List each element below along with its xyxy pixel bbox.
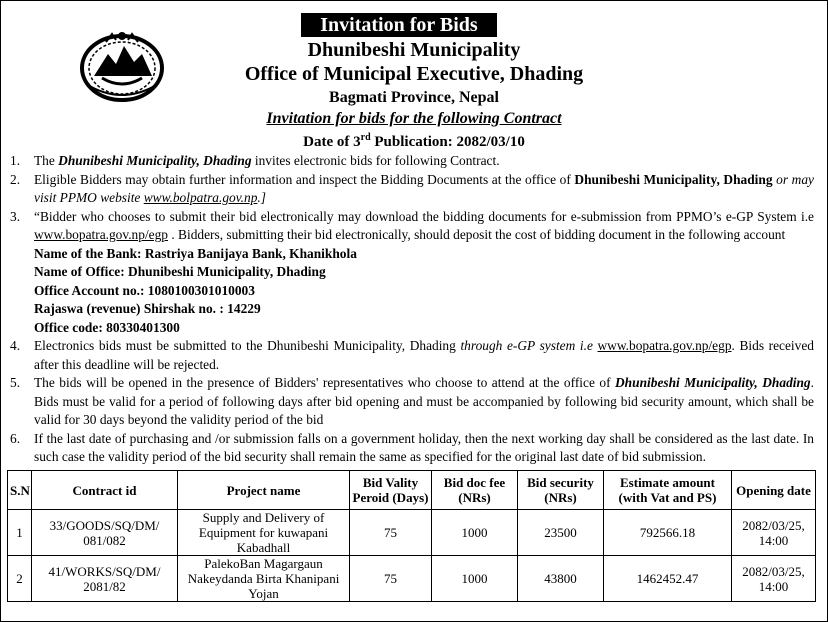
office-code: Office code: 80330401300 [34,319,180,335]
clause-text: If the last date of purchasing and /or submission falls on a government holiday, then the next working day shall be considered as the last date. In such case the validity period of the bid security shall remain the same as specified for the original last date of bid submission. [34,430,814,464]
clause-text: . Bids received after this deadline will be rejected. [34,338,814,372]
clause-entity: Dhunibeshi Municipality, Dhading [574,171,773,187]
clause-number: 3. [10,208,21,224]
province-name: Bagmati Province, Nepal [329,89,499,106]
clause-text: . Bidders, submitting their bid electronically, should deposit the cost of bidding document in the following account [168,227,786,242]
clause-text: or may visit PPMO website [34,171,814,205]
cell-validity: 75 [350,510,432,556]
header-bid-security: Bid security (NRs) [518,471,604,510]
header-sn: S.N [8,471,32,510]
cell-sn: 2 [8,556,32,602]
clause-number: 2. [10,171,21,187]
cell-validity: 75 [350,556,432,602]
clause-number: 5. [10,375,21,390]
clause-text: Eligible Bidders may obtain further information and inspect the Bidding Documents at the office of [34,171,575,187]
table-row [8,556,816,602]
rajaswa-shirshak: Rajaswa (revenue) Shirshak no. : 14229 [34,301,261,316]
table-header-row [8,471,816,510]
cell-sn: 1 [8,510,32,556]
office-account: Office Account no.: 1080100301010003 [34,282,255,298]
egp-link[interactable]: www.bopatra.gov.np/egp [597,338,732,353]
clause-text: through e-GP system i.e [460,338,598,353]
subtitle-text: Invitation for bids for the following Contract [266,110,562,127]
header-doc-fee: Bid doc fee (NRs) [432,471,518,510]
header-contract-id: Contract id [32,471,178,510]
clause-5 [10,374,814,430]
clause-entity: Dhunibeshi Municipality, Dhading [615,375,811,390]
notice-body [10,152,814,467]
clause-1 [10,152,814,171]
clause-3 [10,208,814,338]
clause-text: invites electronic bids for following Contract. [251,153,500,168]
clause-entity: Dhunibeshi Municipality, Dhading [58,153,252,168]
pub-suffix: Publication: 2082/03/10 [370,134,525,150]
bank-name: Name of the Bank: Rastriya Banijaya Bank, Khanikhola [34,245,357,261]
notice-subtitle [0,110,828,128]
clause-6 [10,430,814,467]
clause-number: 1. [10,153,21,168]
clause-text: “Bidder who chooses to submit their bid electronically may download the bidding documents for e-submission from PPMO’s e-GP System i.e [34,208,814,224]
municipality-name: Dhunibeshi Municipality [307,39,521,61]
clause-text: Electronics bids must be submitted to the Dhunibeshi Municipality, Dhading [34,338,461,353]
clause-2 [10,171,814,208]
cell-contract-id: 33/GOODS/SQ/DM/ 081/082 [32,510,178,556]
office-detail: Name of Office: Dhunibeshi Municipality, Dhading [34,264,326,279]
header-validity: Bid Vality Peroid (Days) [350,471,432,510]
contract-table [7,470,816,602]
clause-text: The bids will be opened in the presence of Bidders' representatives who choose to attend at the office of [34,375,616,390]
cell-contract-id: 41/WORKS/SQ/DM/ 2081/82 [32,556,178,602]
cell-estimate: 792566.18 [604,510,732,556]
bolpatra-link[interactable]: www.bolpatra.gov.np [143,190,258,205]
cell-opening-date: 2082/03/25, 14:00 [732,510,816,556]
cell-project-name: Supply and Delivery of Equipment for kuwapani Kabadhall [178,510,350,556]
clause-text: The [34,153,59,168]
table-row [8,510,816,556]
clause-text: .] [257,190,266,205]
cell-estimate: 1462452.47 [604,556,732,602]
cell-doc-fee: 1000 [432,556,518,602]
clause-4 [10,337,814,374]
office-name: Office of Municipal Executive, Dhading [244,63,584,85]
header-opening-date: Opening date [732,471,816,510]
cell-opening-date: 2082/03/25, 14:00 [732,556,816,602]
clause-number: 4. [10,338,21,353]
cell-bid-security: 43800 [518,556,604,602]
cell-project-name: PalekoBan Magargaun Nakeydanda Birta Khanipani Yojan [178,556,350,602]
egp-link[interactable]: www.bopatra.gov.np/egp [34,227,168,242]
header-project-name: Project name [178,471,350,510]
publication-date [0,132,828,151]
header-estimate: Estimate amount (with Vat and PS) [604,471,732,510]
clause-text: . Bids must be valid for a period of following days after bid opening and must be accompanied by following bid security amount, which shall be valid for 30 days beyond the validity period of the bid [34,375,814,427]
clause-number: 6. [10,430,21,446]
pub-sup: rd [360,132,371,143]
pub-prefix: Date of 3 [303,134,361,150]
notice-banner: Invitation for Bids [301,13,497,37]
cell-doc-fee: 1000 [432,510,518,556]
cell-bid-security: 23500 [518,510,604,556]
